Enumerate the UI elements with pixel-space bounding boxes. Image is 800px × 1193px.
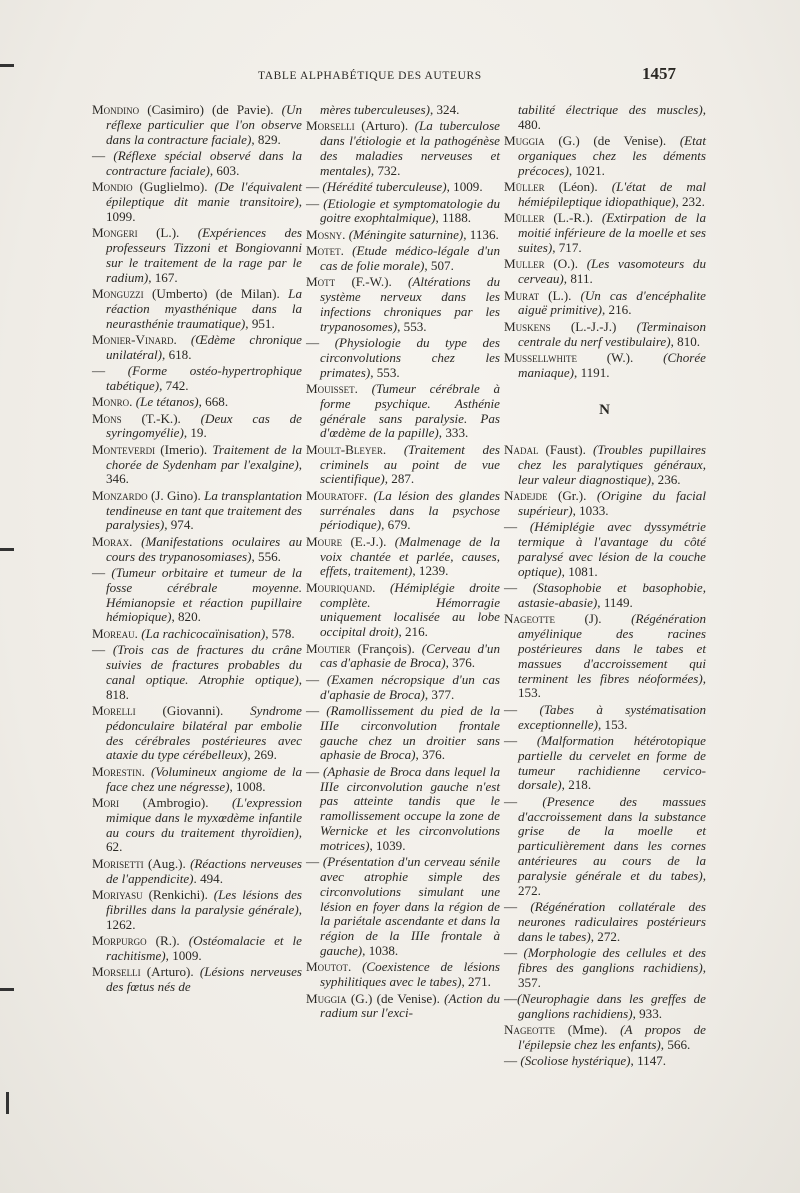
entry-title: (Les vasomoteurs du cerveau) xyxy=(518,256,706,287)
entry-pages: , 810. xyxy=(670,333,701,349)
index-entry xyxy=(306,244,500,274)
entry-pages: , 742. xyxy=(159,377,189,393)
entry-author: Moriyasu xyxy=(92,886,143,902)
index-entry xyxy=(306,489,500,533)
entry-pages: . 494. xyxy=(193,870,223,886)
entry-title: (Les lésions des fibrilles dans la paralysie générale) xyxy=(106,886,302,917)
entry-title: (Etude médico-légale d'un cas de folie morale) xyxy=(320,243,500,273)
entry-details: — xyxy=(504,701,540,717)
entry-author: Nadal xyxy=(504,442,539,458)
entry-details: (F.-W.). xyxy=(335,274,409,290)
entry-title: (Examen nécropsique d'un cas d'aphasie de Broca) xyxy=(320,671,500,702)
index-entry xyxy=(306,443,500,487)
index-entry xyxy=(92,412,302,442)
entry-pages: , 732. xyxy=(370,162,401,178)
entry-details: (François). xyxy=(350,640,422,656)
entry-author: Mouriquand xyxy=(306,579,373,595)
index-entry xyxy=(92,287,302,331)
entry-details: . xyxy=(340,243,353,259)
entry-title: (Neurophagie dans les greffes de ganglions rachidiens) xyxy=(517,990,706,1021)
section-letter: N xyxy=(599,401,611,418)
entry-pages: , 232. xyxy=(675,193,705,209)
entry-details: . xyxy=(342,226,349,242)
index-entry xyxy=(92,364,302,394)
entry-pages: , 269. xyxy=(247,747,277,763)
entry-pages: , 357. xyxy=(518,959,706,990)
entry-pages: , 820. xyxy=(171,609,201,625)
entry-pages: , 578. xyxy=(265,625,295,641)
entry-author: Moult-Bleyer xyxy=(306,441,383,457)
entry-pages: , 668. xyxy=(198,394,229,410)
entry-author: Mott xyxy=(306,274,336,290)
entry-title: (Action du radium sur l'exci- xyxy=(320,990,500,1021)
entry-details: (Giovanni). xyxy=(135,702,251,718)
entry-title: (Expériences des professeurs Tizzoni et Bongiovanni sur le traitement de la rage par le radium) xyxy=(106,225,302,285)
entry-title: (Régénération amyélinique des racines postérieures dans le tabes et massues d'accroissement qui terminent les fibres néoformées) xyxy=(518,611,706,686)
entry-title: (Cerveau d'un cas d'aphasie de Broca) xyxy=(320,640,500,671)
entry-pages: , 167. xyxy=(148,269,178,285)
index-entry xyxy=(92,395,302,410)
entry-details: — xyxy=(306,195,324,211)
margin-mark xyxy=(0,548,14,551)
entry-title: (Un réflexe particulier que l'on observe dans la contracture faciale) xyxy=(106,102,302,147)
page-number: 1457 xyxy=(642,64,676,83)
entry-pages: , 272. xyxy=(518,867,706,898)
index-entry xyxy=(92,103,302,147)
entry-title: (Etiologie et symptomatologie du goitre exophtalmique) xyxy=(320,195,500,226)
entry-pages: , 553. xyxy=(370,364,400,380)
entry-title: (Présentation d'un cerveau sénile avec atrophie simple des circonvolutions simulant une lésion en foyer dans la région de la pariétale ascendante et dans la région de la IIIe frontale à gauche) xyxy=(320,854,501,958)
margin-mark xyxy=(0,64,14,67)
entry-pages: , 507. xyxy=(424,257,454,273)
entry-title: (Hérédité tuberculeuse) xyxy=(322,179,447,195)
entry-title: Traitement de la chorée de Sydenham par l'exalgine) xyxy=(106,441,302,472)
entry-pages: , 1039. xyxy=(369,837,406,853)
index-entry xyxy=(306,960,500,990)
entry-title: (Régénération collatérale des neurones radiculaires postérieurs dans le tabes) xyxy=(518,898,706,944)
entry-author: Moure xyxy=(306,533,343,549)
index-entry xyxy=(306,992,500,1022)
entry-author: Nageotte xyxy=(504,611,555,627)
entry-details: — xyxy=(92,642,113,658)
entry-author: Muggia xyxy=(504,133,545,149)
entry-pages: , 376. xyxy=(445,655,476,671)
index-entry xyxy=(306,855,500,959)
entry-pages: , 951. xyxy=(245,315,275,331)
index-entry xyxy=(306,228,500,243)
entry-details: . xyxy=(364,487,374,503)
entry-pages: , 1033. xyxy=(572,503,609,519)
entry-author: Monteverdi xyxy=(92,441,156,457)
entry-details: (Imerio). xyxy=(155,441,213,457)
index-entry xyxy=(92,566,302,625)
index-column-2 xyxy=(306,103,500,1023)
entry-pages: , 272. xyxy=(590,928,621,944)
entry-title: La réaction myasthénique dans la neurasthénie traumatique) xyxy=(106,285,302,331)
entry-title: (De l'équivalent épileptique dit manie transitoire) xyxy=(106,179,302,209)
entry-details: (Gr.). xyxy=(547,488,597,504)
entry-title: (Stasophobie et basophobie, astasie-abasie) xyxy=(518,580,706,611)
entry-details: — xyxy=(306,335,335,351)
index-entry xyxy=(92,226,302,285)
entry-pages: , 553. xyxy=(397,318,427,334)
entry-author: Müller xyxy=(504,179,545,195)
index-column-3 xyxy=(504,103,706,1071)
entry-details: . xyxy=(372,579,390,595)
entry-pages: , 377. xyxy=(424,686,455,702)
entry-title: (L'expression mimique dans le myxœdème infantile au cours du traitement thyroïdien) xyxy=(106,794,302,840)
entry-pages: , 153. xyxy=(597,716,628,732)
index-entry xyxy=(92,796,302,855)
entry-pages: , 618. xyxy=(162,346,192,362)
index-entry xyxy=(92,627,302,642)
entry-author: Morselli xyxy=(92,964,141,980)
entry-author: Mussellwhite xyxy=(504,349,577,365)
entry-title: (Extirpation de la moitié inférieure de la moelle et ses suites) xyxy=(518,210,706,255)
entry-details: — xyxy=(306,671,327,687)
entry-pages: , 1081. xyxy=(561,563,598,579)
entry-details: (Mme). xyxy=(554,1022,621,1038)
index-entry xyxy=(504,134,706,178)
entry-pages: , 1191. xyxy=(574,364,610,380)
entry-title: (Manifestations oculaires au cours des trypanosomiases) xyxy=(106,533,302,564)
entry-details: — xyxy=(504,1053,521,1069)
index-entry xyxy=(306,673,500,703)
entry-details: — xyxy=(504,793,543,809)
entry-pages: , 1099. xyxy=(106,193,302,224)
index-entry xyxy=(504,520,706,579)
index-entry xyxy=(306,765,500,854)
running-header: TABLE ALPHABÉTIQUE DES AUTEURS xyxy=(258,70,482,82)
entry-author: Mons xyxy=(92,410,122,426)
entry-details: (Ambrogio). xyxy=(119,794,233,810)
entry-details: . xyxy=(347,959,363,975)
index-column-1 xyxy=(92,103,302,996)
index-entry xyxy=(504,489,706,519)
entry-author: Motet xyxy=(306,243,341,259)
entry-title: (Troubles pupillaires chez les paralytiques généraux, leur valeur diagnostique) xyxy=(518,442,706,487)
entry-author: Muggia xyxy=(306,990,347,1006)
entry-author: Mouisset xyxy=(306,381,355,397)
entry-author: Morestin xyxy=(92,763,142,779)
entry-details: — xyxy=(92,565,112,581)
entry-author: Monzardo xyxy=(92,487,148,503)
entry-title: (Chorée maniaque) xyxy=(518,349,706,380)
entry-title: (Deux cas de syringomyélie) xyxy=(106,410,302,441)
entry-title: (L'état de mal hémiépileptique idiopathique) xyxy=(518,179,706,209)
entry-author: Moreau xyxy=(92,625,135,641)
index-entry xyxy=(504,289,706,319)
entry-pages: , 19. xyxy=(183,425,207,441)
index-entry xyxy=(504,946,706,990)
entry-title: (Un cas d'encéphalite aiguë primitive) xyxy=(518,287,706,318)
margin-mark xyxy=(6,1092,9,1114)
index-entry xyxy=(504,795,706,899)
index-entry xyxy=(306,581,500,640)
entry-author: Muller xyxy=(504,256,545,272)
entry-title: (Œdème chronique unilatéral) xyxy=(106,331,302,362)
index-entry xyxy=(306,103,500,118)
entry-pages: , 1262. xyxy=(106,901,302,932)
index-entry xyxy=(92,149,302,179)
entry-pages: , 818. xyxy=(106,671,302,702)
entry-author: Mondino xyxy=(92,102,140,117)
index-entry xyxy=(504,1054,706,1069)
entry-details: (G.) (de Venise). xyxy=(544,133,680,149)
entry-pages: , 216. xyxy=(398,624,428,640)
index-entry xyxy=(92,443,302,487)
entry-title: (Physiologie du type des circonvolutions chez les primates) xyxy=(320,335,500,380)
entry-title: (Altérations du système nerveux dans les infections chroniques par les trypanosomes) xyxy=(320,274,500,334)
index-entry xyxy=(504,443,706,487)
entry-title: (La rachicocaïnisation) xyxy=(141,625,266,641)
entry-title: (Réactions nerveuses de l'appendicite) xyxy=(106,855,302,886)
entry-title: (Malformation hétérotopique partielle du cervelet en forme de tumeur rachidienne cervico-dorsale) xyxy=(518,733,706,793)
entry-author: Mori xyxy=(92,794,120,810)
entry-pages: , 1009. xyxy=(446,179,483,195)
entry-pages: , 480. xyxy=(518,102,706,132)
entry-author: Morax xyxy=(92,533,130,549)
entry-details: (Aug.). xyxy=(143,855,191,871)
entry-details: . xyxy=(129,533,142,549)
entry-pages: , 153. xyxy=(518,670,706,701)
entry-title: (Lésions nerveuses des fœtus nés de xyxy=(106,964,302,994)
entry-author: Monro xyxy=(92,394,130,410)
entry-details: (L.). xyxy=(539,287,581,303)
index-entry xyxy=(306,642,500,672)
index-entry xyxy=(306,275,500,334)
index-entry xyxy=(504,211,706,255)
entry-title: (Méningite saturnine) xyxy=(348,226,464,242)
entry-details: — xyxy=(504,580,533,596)
entry-author: Morpurgo xyxy=(92,932,147,948)
entry-details: (L.-J.-J.) xyxy=(550,318,637,334)
entry-pages: , 376. xyxy=(415,747,445,763)
entry-details: — xyxy=(504,733,537,748)
entry-details: (Umberto) (de Milan). xyxy=(143,285,289,301)
entry-author: Müller xyxy=(504,210,545,226)
entry-author: Monier-Vinard xyxy=(92,331,174,347)
index-entry xyxy=(504,992,706,1022)
entry-author: Murat xyxy=(504,287,540,303)
index-entry xyxy=(92,535,302,565)
index-entry xyxy=(92,888,302,932)
entry-title: (Etat organiques chez les déments précoces) xyxy=(518,133,706,178)
entry-title: (La lésion des glandes surrénales dans la psychose périodique) xyxy=(320,487,500,533)
entry-author: Nadejde xyxy=(504,488,548,504)
index-entry xyxy=(92,704,302,763)
entry-title: (Ostéomalacie et le rachitisme) xyxy=(106,932,302,963)
entry-pages: , 1136. xyxy=(463,226,499,242)
entry-author: Mongeri xyxy=(92,225,138,241)
entry-details: . xyxy=(173,331,191,347)
entry-title: mères tuberculeuses) xyxy=(320,102,430,117)
index-entry xyxy=(306,197,500,227)
index-entry xyxy=(92,857,302,887)
index-entry xyxy=(306,535,500,579)
index-entry xyxy=(92,333,302,363)
entry-details: . xyxy=(129,394,136,410)
entry-author: Morselli xyxy=(306,118,355,134)
entry-author: Moutier xyxy=(306,640,351,656)
entry-details: (Arturo). xyxy=(354,118,415,134)
entry-details: (O.). xyxy=(544,256,587,272)
entry-pages: , 679. xyxy=(381,517,411,533)
entry-details: — xyxy=(92,363,128,379)
entry-author: Mouratoff xyxy=(306,487,364,503)
entry-title: (La tuberculose dans l'étiologie et la pathogénèse des maladies nerveuses et mentales) xyxy=(320,118,500,178)
entry-title: (Le tétanos) xyxy=(135,394,199,410)
entry-details: . xyxy=(141,763,151,779)
entry-title: (Morphologie des cellules et des fibres des ganglions rachidiens) xyxy=(518,944,706,975)
entry-title: (Trois cas de fractures du crâne suivies de fractures probables du canal optique. Atrophie optique) xyxy=(106,642,302,687)
entry-title: (Réflexe spécial observé dans la contracture faciale) xyxy=(106,147,302,178)
entry-details: (J). xyxy=(554,611,632,627)
index-entry xyxy=(92,965,302,995)
entry-title: tabilité électrique des muscles) xyxy=(518,102,703,117)
entry-details: (W.). xyxy=(576,349,664,365)
entry-pages: , 1149. xyxy=(597,595,633,611)
entry-pages: , 236. xyxy=(651,471,681,487)
index-entry xyxy=(92,180,302,224)
entry-details: (L.). xyxy=(137,225,198,241)
index-entry xyxy=(306,180,500,195)
entry-pages: , 1021. xyxy=(568,162,605,178)
entry-title: (Tabes à systématisation exceptionnelle) xyxy=(518,701,706,732)
index-entry xyxy=(504,351,706,381)
entry-pages: , 218. xyxy=(561,777,592,793)
entry-title: La transplantation tendineuse en tant que traitement des paralysies) xyxy=(106,487,302,533)
entry-details: . xyxy=(354,381,372,397)
entry-title: (Scoliose hystérique) xyxy=(520,1053,631,1069)
entry-details: (Renkichi). xyxy=(142,886,214,902)
entry-pages: , 216. xyxy=(602,302,632,318)
entry-details: (J. Gino). xyxy=(147,487,205,503)
entry-pages: , 974. xyxy=(164,517,194,533)
entry-title: (Volumineux angiome de la face chez une négresse) xyxy=(106,763,303,794)
entry-details: — xyxy=(306,179,323,195)
entry-details: — xyxy=(504,519,530,535)
index-entry xyxy=(92,934,302,964)
entry-details: — xyxy=(306,763,324,779)
entry-details: — xyxy=(504,944,524,960)
entry-title: (Forme ostéo-hypertrophique tabétique) xyxy=(106,363,302,393)
entry-title: (A propos de l'épilepsie chez les enfants) xyxy=(518,1022,706,1052)
index-entry xyxy=(504,734,706,793)
index-entry xyxy=(504,900,706,944)
entry-details: — xyxy=(306,702,327,718)
entry-details: (T.-K.). xyxy=(121,410,201,426)
entry-title: Syndrome pédonculaire bilatéral par embolie des cérébrales postérieures avec ataxie du type cérébelleux) xyxy=(106,702,302,763)
entry-pages: , 1038. xyxy=(362,942,399,958)
entry-author: Muskens xyxy=(504,318,551,334)
entry-details: (Léon). xyxy=(544,179,612,195)
entry-author: Nageotte xyxy=(504,1022,555,1038)
entry-pages: , 324. xyxy=(429,102,460,117)
index-entry xyxy=(504,612,706,701)
entry-pages: , 1239. xyxy=(412,563,449,579)
entry-author: Mosny xyxy=(306,226,343,242)
entry-details: — xyxy=(504,898,531,914)
entry-title: (Traitement des criminels au point de vue scientifique) xyxy=(320,441,500,487)
index-entry xyxy=(504,257,706,287)
index-entry xyxy=(306,336,500,380)
entry-title: (Coexistence de lésions syphilitiques avec le tabes) xyxy=(320,959,500,990)
entry-details: — xyxy=(504,990,518,1006)
index-entry xyxy=(306,382,500,441)
entry-pages: , 346. xyxy=(106,456,302,487)
entry-title: (Ramollissement du pied de la IIIe circonvolution frontale gauche chez un droitier sans aphasie de Broca) xyxy=(320,702,500,763)
entry-details: . xyxy=(382,441,404,457)
entry-details: (R.). xyxy=(146,932,189,948)
entry-title: (Terminaison centrale du nerf vestibulaire) xyxy=(518,318,706,349)
index-entry xyxy=(504,1023,706,1053)
margin-mark xyxy=(0,988,14,991)
entry-pages: , 1147. xyxy=(630,1053,667,1069)
entry-author: Mondio xyxy=(92,179,133,195)
entry-details: — xyxy=(92,147,114,163)
entry-title: (Hémiplégie droite complète. Hémorragie uniquement localisée au lobe occipital droit) xyxy=(320,579,500,640)
index-entry xyxy=(504,180,706,210)
entry-pages: , 933. xyxy=(632,1005,663,1021)
index-entry xyxy=(92,643,302,702)
entry-details: (G.) (de Venise). xyxy=(346,990,445,1006)
entry-details: (Guglielmo). xyxy=(132,179,215,195)
index-entry xyxy=(92,765,302,795)
entry-title: (Aphasie de Broca dans lequel la IIIe circonvolution gauche n'est pas atteinte tandis que le ramollissement occupe la zone de Wernicke et les circonvolutions motrices) xyxy=(320,763,500,853)
index-entry xyxy=(504,581,706,611)
entry-pages: , 271. xyxy=(461,974,491,990)
entry-author: Moutot xyxy=(306,959,348,975)
index-entry xyxy=(306,119,500,178)
entry-title: (Tumeur orbitaire et tumeur de la fosse cérébrale moyenne. Hémianopsie et réaction pupillaire hémiopique) xyxy=(106,565,302,625)
entry-pages: , 717. xyxy=(552,239,582,255)
entry-details: . xyxy=(134,625,142,641)
entry-title: (Malmenage de la voix chantée et parlée, causes, effets, traitement) xyxy=(320,533,500,579)
index-entry xyxy=(504,103,706,133)
entry-pages: , 287. xyxy=(384,471,415,487)
entry-pages: , 1009. xyxy=(165,947,202,963)
entry-pages: , 333. xyxy=(438,425,469,441)
entry-pages: , 811. xyxy=(563,271,593,287)
entry-details: (E.-J.). xyxy=(342,533,395,549)
entry-pages: , 556. xyxy=(251,548,281,564)
entry-pages: , 1008. xyxy=(229,778,266,794)
entry-details: (Casimiro) (de Pavie). xyxy=(139,102,282,117)
entry-title: (Origine du facial supérieur) xyxy=(518,488,706,519)
entry-pages: , 566. xyxy=(660,1036,691,1052)
entry-author: Morelli xyxy=(92,702,136,718)
index-entry xyxy=(504,703,706,733)
entry-details: (L.-R.). xyxy=(544,210,602,226)
entry-details: — xyxy=(306,854,323,870)
index-entry xyxy=(306,704,500,763)
entry-details: (Arturo). xyxy=(140,964,200,980)
entry-title: (Presence des massues d'accroissement dans la substance grise de la moelle et particulièrement dans les cornes antérieures au cours de la paralysie générale et du tabes) xyxy=(518,793,706,883)
entry-author: Morisetti xyxy=(92,855,144,871)
entry-pages: , 62. xyxy=(106,824,302,855)
index-entry xyxy=(92,489,302,533)
entry-title: (Tumeur cérébrale à forme psychique. Asthénie générale sans paralysie. Pas d'œdème de la papille) xyxy=(320,381,501,441)
entry-details: (Faust). xyxy=(538,442,593,458)
entry-title: (Hémiplégie avec dyssymétrie termique à l'avantage du côté paralysé avec lésion de la couche optique) xyxy=(518,519,706,579)
entry-pages: , 1188. xyxy=(435,210,472,226)
entry-author: Monguzzi xyxy=(92,285,144,301)
entry-pages: , 829. xyxy=(251,131,281,147)
entry-pages: , 603. xyxy=(209,162,240,178)
index-entry xyxy=(504,320,706,350)
